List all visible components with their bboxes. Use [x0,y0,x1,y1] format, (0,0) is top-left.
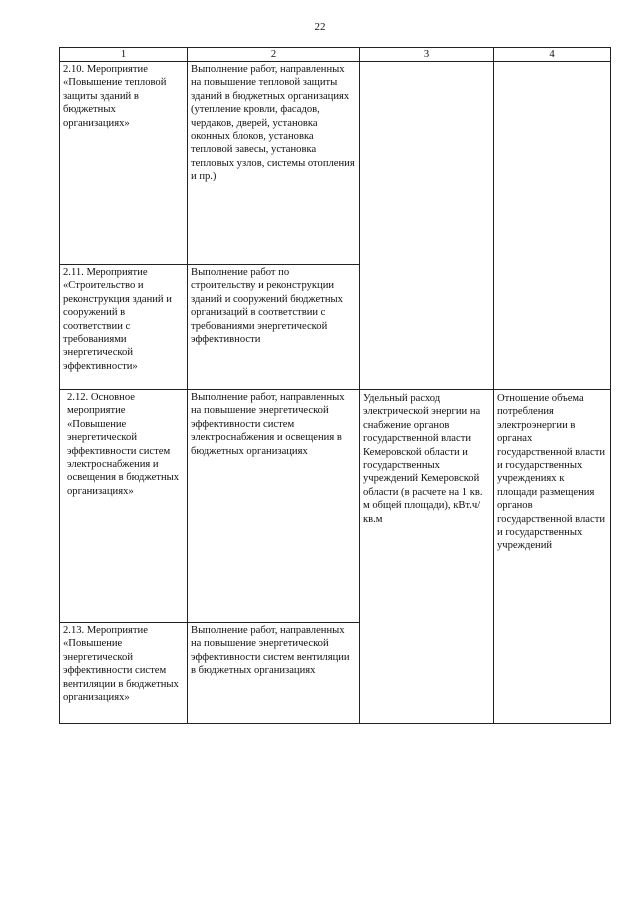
measure-name: 2.12. Основное мероприятие «Повышение энергетической эффективности систем электроснабжения и освещения в бюджетных организациях» [67,392,180,497]
indicator-text: Удельный расход электрической энергии на снабжение органов государственной власти Кемеровской области и государственных учреждений Кемеровской области (в расчете на 1 кв. м общей площади), кВт.ч/кв.м [363,393,483,525]
measure-work: Выполнение работ, направленных на повышение энергетической эффективности систем вентиляции в бюджетных организациях [191,625,350,677]
indicator-cell-empty [360,62,494,390]
measure-name: 2.11. Мероприятие «Строительство и реконструкция зданий и сооружений в соответствии с требованиями энергетической эффективности» [63,267,172,372]
column-header-1: 1 [60,48,188,62]
table-row [60,62,611,265]
measure-work-cell [188,390,360,623]
column-header-3: 3 [360,48,494,62]
measure-work: Выполнение работ, направленных на повышение тепловой защиты зданий в бюджетных организациях (утепление кровли, фасадов, чердаков, дверей, установка оконных блоков, установка тепловой завесы, установка тепловых узлов, системы отопления и пр.) [191,64,355,183]
measure-work-cell [188,62,360,265]
measure-name: 2.13. Мероприятие «Повышение энергетической эффективности систем вентиляции в бюджетных организациях» [63,625,179,704]
measure-name-cell [60,390,188,623]
column-header-4: 4 [494,48,611,62]
column-header-2: 2 [188,48,360,62]
method-text: Отношение объема потребления электроэнергии в органах государственной власти и государственных учреждениях к площади размещения органов государственной власти и государственных учреждений [497,393,606,552]
page-number: 22 [314,21,326,33]
table-header-row [60,48,611,62]
method-cell-empty [494,62,611,390]
measure-work-cell [188,265,360,390]
measure-work: Выполнение работ, направленных на повышение энергетической эффективности систем электроснабжения и освещения в бюджетных организациях [191,392,345,457]
measure-name-cell [60,265,188,390]
measure-name: 2.10. Мероприятие «Повышение тепловой защиты зданий в бюджетных организациях» [63,64,167,129]
indicator-cell [360,390,494,724]
method-cell [494,390,611,724]
measure-work: Выполнение работ по строительству и реконструкции зданий и сооружений бюджетных организаций в соответствии с требованиями энергетической эффективности [191,267,343,346]
measures-table [59,47,611,724]
table-row [60,390,611,623]
measure-name-cell [60,623,188,724]
measure-work-cell [188,623,360,724]
measure-name-cell [60,62,188,265]
